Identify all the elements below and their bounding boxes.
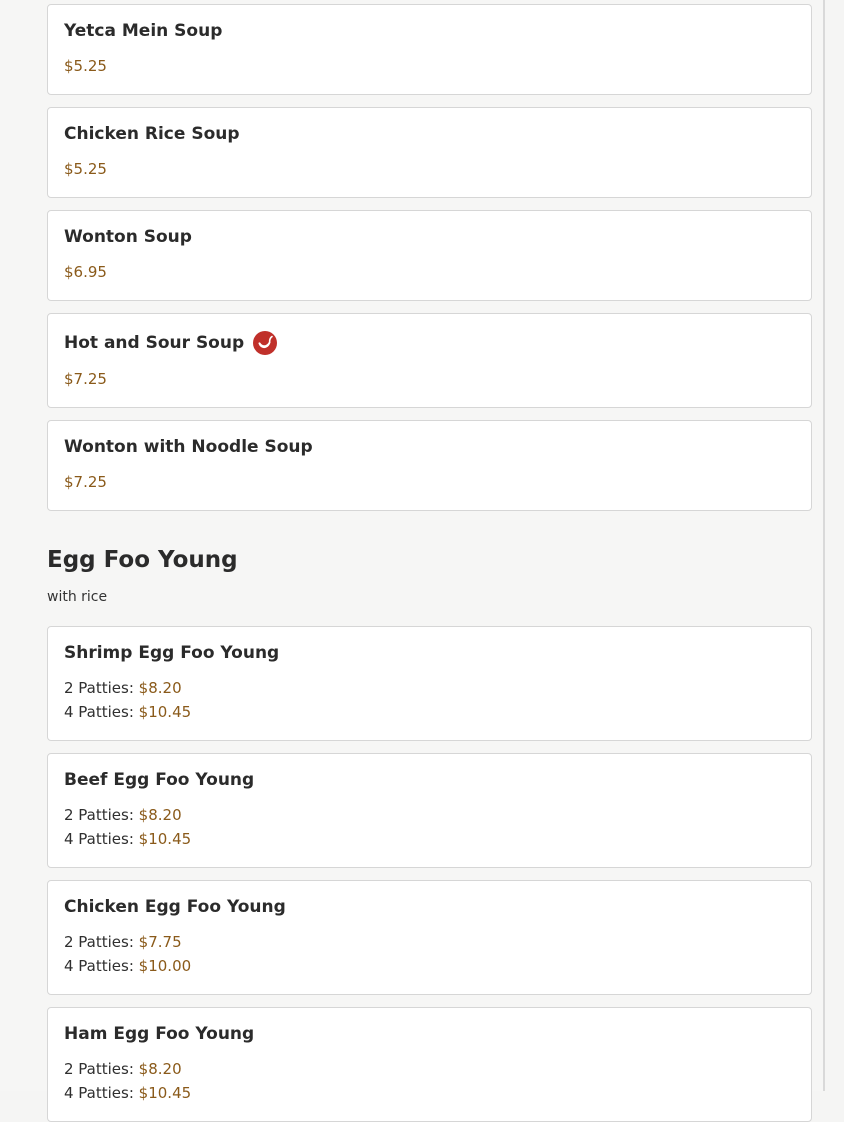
size-price: $8.20 [138,679,182,697]
menu-item-name: Yetca Mein Soup [64,21,223,41]
size-option [64,679,182,697]
category-title: Egg Foo Young [47,547,238,573]
size-price: $8.20 [138,806,182,824]
size-price: $10.45 [138,1084,192,1102]
size-option [64,957,191,975]
menu-item-card[interactable] [47,313,812,408]
menu-item-card[interactable] [47,107,812,198]
size-label: 4 Patties: [64,830,139,848]
size-option [64,806,182,824]
menu-item-card[interactable] [47,626,812,741]
menu-item-price: $7.25 [64,473,107,491]
menu-item-price: $5.25 [64,57,107,75]
size-option [64,830,191,848]
size-option [64,703,191,721]
menu-item-price: $6.95 [64,263,107,281]
menu-item-name: Ham Egg Foo Young [64,1024,255,1044]
size-label: 4 Patties: [64,703,139,721]
size-option [64,1060,182,1078]
size-option [64,933,182,951]
menu-item-name: Wonton Soup [64,227,192,247]
menu-item-name: Chicken Egg Foo Young [64,897,286,917]
menu-item-card[interactable] [47,420,812,511]
menu-item-name: Chicken Rice Soup [64,124,240,144]
menu-item-card[interactable] [47,753,812,868]
size-label: 4 Patties: [64,957,139,975]
size-label: 4 Patties: [64,1084,139,1102]
menu-item-card[interactable] [47,880,812,995]
size-price: $7.75 [138,933,182,951]
menu-item-card[interactable] [47,1007,812,1122]
menu-item-card[interactable] [47,4,812,95]
size-label: 2 Patties: [64,933,139,951]
chili-pepper-icon [252,330,278,356]
menu-item-name: Wonton with Noodle Soup [64,437,313,457]
menu-item-price: $5.25 [64,160,107,178]
category-subtitle: with rice [47,589,108,605]
size-label: 2 Patties: [64,806,139,824]
menu-item-card[interactable] [47,210,812,301]
menu-item-name: Shrimp Egg Foo Young [64,643,280,663]
size-price: $10.45 [138,703,192,721]
size-label: 2 Patties: [64,1060,139,1078]
menu-item-name: Hot and Sour Soup [64,333,245,353]
size-price: $8.20 [138,1060,182,1078]
menu-item-price: $7.25 [64,370,107,388]
menu-item-name-row [64,330,278,356]
size-label: 2 Patties: [64,679,139,697]
size-price: $10.00 [138,957,192,975]
size-option [64,1084,191,1102]
menu-item-name: Beef Egg Foo Young [64,770,255,790]
size-price: $10.45 [138,830,192,848]
